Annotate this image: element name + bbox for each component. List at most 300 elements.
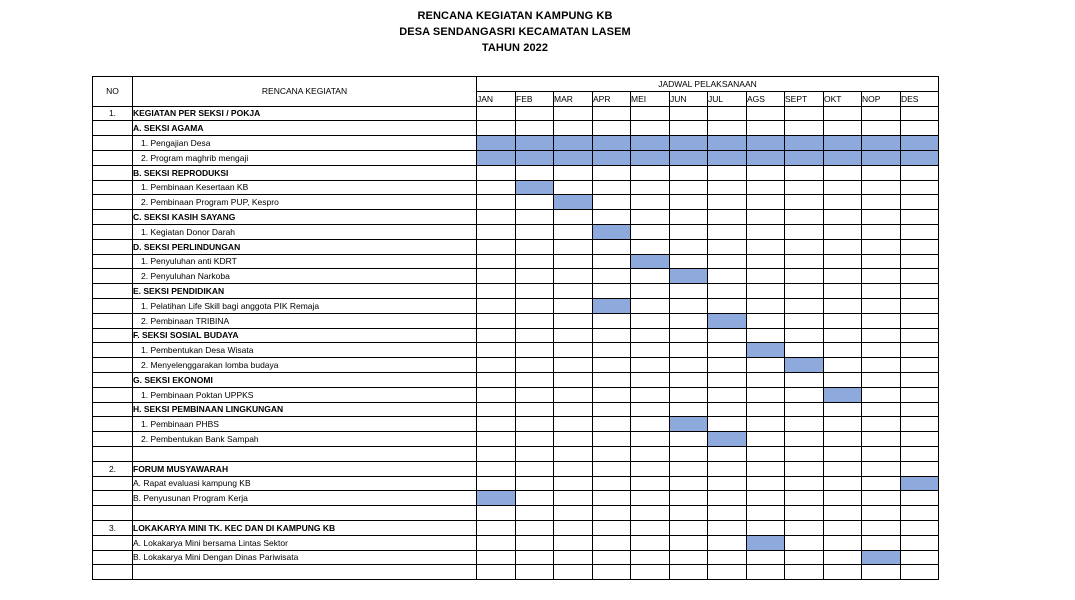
schedule-cell xyxy=(862,417,901,432)
schedule-cell-filled xyxy=(901,150,939,165)
schedule-cell xyxy=(862,195,901,210)
schedule-cell xyxy=(708,372,747,387)
schedule-cell xyxy=(708,239,747,254)
schedule-cell xyxy=(477,565,516,580)
schedule-cell xyxy=(862,535,901,550)
schedule-cell xyxy=(824,328,862,343)
schedule-cell xyxy=(708,446,747,461)
schedule-cell xyxy=(708,461,747,476)
schedule-cell xyxy=(785,328,824,343)
activity-label: 2. Pembentukan Bank Sampah xyxy=(133,432,477,447)
schedule-cell xyxy=(785,313,824,328)
schedule-cell xyxy=(785,446,824,461)
schedule-cell xyxy=(554,506,593,521)
schedule-cell xyxy=(554,106,593,121)
schedule-cell xyxy=(862,372,901,387)
schedule-cell xyxy=(554,313,593,328)
schedule-cell xyxy=(593,313,631,328)
title-line-1: RENCANA KEGIATAN KAMPUNG KB xyxy=(417,10,613,22)
schedule-cell xyxy=(747,446,785,461)
schedule-cell xyxy=(554,446,593,461)
schedule-cell xyxy=(747,195,785,210)
schedule-cell xyxy=(862,298,901,313)
schedule-cell-filled xyxy=(824,150,862,165)
table-row xyxy=(93,565,939,580)
table-row xyxy=(93,476,939,491)
schedule-cell-filled xyxy=(631,136,670,151)
month-header: OKT xyxy=(824,91,862,106)
schedule-cell xyxy=(824,550,862,565)
schedule-cell xyxy=(516,239,554,254)
schedule-cell xyxy=(901,387,939,402)
schedule-cell xyxy=(593,372,631,387)
schedule-cell xyxy=(477,535,516,550)
schedule-cell xyxy=(593,239,631,254)
schedule-cell xyxy=(593,254,631,269)
schedule-cell xyxy=(554,269,593,284)
schedule-cell xyxy=(901,520,939,535)
schedule-cell xyxy=(862,328,901,343)
schedule-cell xyxy=(824,506,862,521)
schedule-cell xyxy=(862,358,901,373)
schedule-cell xyxy=(708,121,747,136)
table-row xyxy=(93,520,939,535)
document-title-block xyxy=(0,8,1030,56)
title-line-2: DESA SENDANGASRI KECAMATAN LASEM xyxy=(399,26,631,38)
schedule-cell-filled xyxy=(670,136,708,151)
schedule-cell xyxy=(631,565,670,580)
schedule-cell xyxy=(670,535,708,550)
schedule-cell xyxy=(785,106,824,121)
table-row xyxy=(93,491,939,506)
schedule-cell xyxy=(631,461,670,476)
schedule-cell xyxy=(708,284,747,299)
schedule-cell xyxy=(477,387,516,402)
month-header: APR xyxy=(593,91,631,106)
schedule-cell xyxy=(477,224,516,239)
schedule-cell xyxy=(670,402,708,417)
schedule-cell-filled xyxy=(862,150,901,165)
activity-label xyxy=(133,506,477,521)
schedule-cell xyxy=(901,165,939,180)
activity-label xyxy=(133,446,477,461)
schedule-cell xyxy=(862,180,901,195)
schedule-cell xyxy=(516,535,554,550)
schedule-cell xyxy=(670,121,708,136)
schedule-cell xyxy=(516,402,554,417)
schedule-cell xyxy=(554,461,593,476)
schedule-cell xyxy=(747,387,785,402)
schedule-cell xyxy=(785,372,824,387)
schedule-cell xyxy=(901,284,939,299)
schedule-cell xyxy=(708,254,747,269)
schedule-cell-filled xyxy=(708,432,747,447)
schedule-cell xyxy=(670,387,708,402)
schedule-cell xyxy=(824,224,862,239)
schedule-cell xyxy=(631,269,670,284)
activity-label: 1. Pembentukan Desa Wisata xyxy=(133,343,477,358)
schedule-cell xyxy=(747,417,785,432)
month-header: NOP xyxy=(862,91,901,106)
schedule-cell xyxy=(477,165,516,180)
schedule-cell xyxy=(824,402,862,417)
month-header: AGS xyxy=(747,91,785,106)
schedule-cell xyxy=(593,328,631,343)
month-header: JUL xyxy=(708,91,747,106)
schedule-cell xyxy=(901,358,939,373)
schedule-cell xyxy=(747,254,785,269)
table-row xyxy=(93,535,939,550)
schedule-cell xyxy=(862,432,901,447)
schedule-cell xyxy=(477,269,516,284)
schedule-cell xyxy=(631,520,670,535)
schedule-cell xyxy=(631,239,670,254)
activity-label: 1. Pembinaan Kesertaan KB xyxy=(133,180,477,195)
schedule-cell xyxy=(901,506,939,521)
schedule-cell xyxy=(593,476,631,491)
schedule-cell xyxy=(708,165,747,180)
schedule-cell-filled xyxy=(708,136,747,151)
row-number xyxy=(93,491,133,506)
schedule-cell xyxy=(708,550,747,565)
schedule-cell xyxy=(516,446,554,461)
schedule-cell xyxy=(477,239,516,254)
schedule-cell xyxy=(516,224,554,239)
schedule-cell xyxy=(862,506,901,521)
schedule-cell xyxy=(901,210,939,225)
table-row xyxy=(93,343,939,358)
schedule-cell xyxy=(554,432,593,447)
schedule-cell xyxy=(631,387,670,402)
schedule-cell xyxy=(554,224,593,239)
schedule-cell xyxy=(631,195,670,210)
schedule-cell xyxy=(785,550,824,565)
schedule-cell xyxy=(670,239,708,254)
schedule-cell xyxy=(901,446,939,461)
schedule-cell-filled xyxy=(747,136,785,151)
month-header: MEI xyxy=(631,91,670,106)
schedule-cell xyxy=(477,520,516,535)
table-row xyxy=(93,150,939,165)
schedule-cell xyxy=(824,520,862,535)
schedule-cell xyxy=(554,358,593,373)
schedule-cell xyxy=(477,402,516,417)
schedule-cell xyxy=(901,106,939,121)
schedule-cell xyxy=(708,402,747,417)
schedule-cell xyxy=(862,106,901,121)
schedule-cell xyxy=(554,210,593,225)
schedule-cell xyxy=(477,372,516,387)
schedule-cell xyxy=(901,328,939,343)
schedule-cell xyxy=(516,417,554,432)
table-row xyxy=(93,417,939,432)
schedule-cell xyxy=(901,224,939,239)
table-row xyxy=(93,387,939,402)
schedule-cell xyxy=(670,313,708,328)
schedule-cell xyxy=(901,298,939,313)
activity-label: 2. Menyelenggarakan lomba budaya xyxy=(133,358,477,373)
schedule-cell xyxy=(477,328,516,343)
schedule-cell xyxy=(516,506,554,521)
schedule-cell xyxy=(631,165,670,180)
row-number xyxy=(93,358,133,373)
schedule-cell xyxy=(516,328,554,343)
table-row xyxy=(93,180,939,195)
table-row xyxy=(93,269,939,284)
schedule-cell xyxy=(670,461,708,476)
schedule-cell xyxy=(824,476,862,491)
table-row xyxy=(93,210,939,225)
table-row xyxy=(93,106,939,121)
activity-label: 1. Pelatihan Life Skill bagi anggota PIK Remaja xyxy=(133,298,477,313)
schedule-cell xyxy=(516,165,554,180)
schedule-cell xyxy=(824,491,862,506)
schedule-cell xyxy=(747,210,785,225)
schedule-cell xyxy=(516,254,554,269)
schedule-cell xyxy=(862,476,901,491)
row-number xyxy=(93,476,133,491)
schedule-cell xyxy=(862,224,901,239)
schedule-cell-filled xyxy=(747,150,785,165)
schedule-cell-filled xyxy=(554,150,593,165)
schedule-cell xyxy=(554,165,593,180)
activity-label: E. SEKSI PENDIDIKAN xyxy=(133,284,477,299)
schedule-cell xyxy=(554,491,593,506)
schedule-cell xyxy=(554,121,593,136)
schedule-cell xyxy=(516,210,554,225)
schedule-cell xyxy=(670,506,708,521)
activity-label: A. Rapat evaluasi kampung KB xyxy=(133,476,477,491)
schedule-cell xyxy=(554,550,593,565)
schedule-cell xyxy=(477,446,516,461)
schedule-cell xyxy=(785,165,824,180)
schedule-cell xyxy=(824,417,862,432)
activity-label: 2. Program maghrib mengaji xyxy=(133,150,477,165)
schedule-cell-filled xyxy=(554,195,593,210)
row-number xyxy=(93,417,133,432)
schedule-cell xyxy=(824,372,862,387)
row-number xyxy=(93,121,133,136)
schedule-cell xyxy=(785,402,824,417)
schedule-cell xyxy=(824,461,862,476)
schedule-cell xyxy=(824,284,862,299)
schedule-cell xyxy=(785,476,824,491)
schedule-cell xyxy=(593,195,631,210)
schedule-cell xyxy=(747,121,785,136)
activity-label: FORUM MUSYAWARAH xyxy=(133,461,477,476)
schedule-cell xyxy=(901,372,939,387)
schedule-cell xyxy=(747,284,785,299)
schedule-cell xyxy=(477,506,516,521)
schedule-cell xyxy=(593,269,631,284)
schedule-cell xyxy=(477,432,516,447)
schedule-cell-filled xyxy=(824,387,862,402)
schedule-cell xyxy=(708,476,747,491)
header-kegiatan: RENCANA KEGIATAN xyxy=(133,77,477,107)
row-number xyxy=(93,343,133,358)
schedule-cell xyxy=(747,565,785,580)
schedule-cell xyxy=(824,121,862,136)
schedule-cell xyxy=(708,417,747,432)
schedule-cell xyxy=(785,121,824,136)
schedule-cell xyxy=(477,476,516,491)
row-number xyxy=(93,432,133,447)
schedule-cell xyxy=(593,535,631,550)
schedule-cell xyxy=(631,402,670,417)
schedule-cell-filled xyxy=(670,150,708,165)
table-row xyxy=(93,446,939,461)
schedule-cell xyxy=(670,165,708,180)
schedule-cell xyxy=(708,298,747,313)
schedule-cell xyxy=(554,254,593,269)
schedule-cell xyxy=(747,328,785,343)
schedule-cell xyxy=(785,535,824,550)
schedule-cell xyxy=(708,210,747,225)
schedule-cell xyxy=(670,224,708,239)
schedule-cell xyxy=(593,210,631,225)
schedule-cell xyxy=(785,565,824,580)
schedule-cell xyxy=(747,313,785,328)
schedule-cell xyxy=(631,106,670,121)
schedule-cell xyxy=(862,461,901,476)
schedule-cell xyxy=(631,372,670,387)
schedule-cell xyxy=(824,106,862,121)
schedule-cell xyxy=(747,372,785,387)
schedule-cell xyxy=(670,372,708,387)
schedule-cell xyxy=(785,195,824,210)
schedule-cell-filled xyxy=(785,150,824,165)
schedule-cell xyxy=(631,358,670,373)
schedule-cell xyxy=(785,269,824,284)
schedule-cell xyxy=(862,210,901,225)
schedule-cell xyxy=(516,387,554,402)
schedule-cell xyxy=(708,269,747,284)
schedule-cell xyxy=(785,387,824,402)
schedule-cell xyxy=(631,476,670,491)
schedule-cell xyxy=(901,180,939,195)
row-number xyxy=(93,150,133,165)
row-number xyxy=(93,269,133,284)
schedule-cell xyxy=(901,402,939,417)
schedule-cell xyxy=(901,269,939,284)
schedule-cell xyxy=(631,535,670,550)
schedule-cell xyxy=(785,520,824,535)
row-number xyxy=(93,165,133,180)
schedule-cell xyxy=(593,432,631,447)
row-number xyxy=(93,372,133,387)
schedule-cell xyxy=(593,520,631,535)
schedule-cell-filled xyxy=(477,491,516,506)
row-number xyxy=(93,284,133,299)
row-number: 1. xyxy=(93,106,133,121)
schedule-cell-filled xyxy=(747,343,785,358)
schedule-cell xyxy=(670,358,708,373)
schedule-cell xyxy=(554,284,593,299)
schedule-cell xyxy=(631,121,670,136)
row-number xyxy=(93,535,133,550)
schedule-cell xyxy=(554,343,593,358)
schedule-cell xyxy=(631,491,670,506)
schedule-cell xyxy=(747,506,785,521)
schedule-cell xyxy=(516,372,554,387)
schedule-cell xyxy=(477,195,516,210)
schedule-cell xyxy=(747,476,785,491)
schedule-cell xyxy=(516,461,554,476)
header-jadwal: JADWAL PELAKSANAAN xyxy=(477,77,939,92)
schedule-cell xyxy=(824,313,862,328)
schedule-cell xyxy=(670,432,708,447)
table-row xyxy=(93,313,939,328)
schedule-cell xyxy=(593,491,631,506)
schedule-cell xyxy=(631,313,670,328)
schedule-cell xyxy=(824,298,862,313)
schedule-cell xyxy=(862,520,901,535)
schedule-cell xyxy=(477,461,516,476)
schedule-cell xyxy=(670,565,708,580)
schedule-cell-filled xyxy=(593,150,631,165)
row-number xyxy=(93,387,133,402)
row-number xyxy=(93,210,133,225)
row-number xyxy=(93,328,133,343)
schedule-cell xyxy=(516,520,554,535)
row-number xyxy=(93,313,133,328)
schedule-cell xyxy=(785,432,824,447)
schedule-cell xyxy=(785,298,824,313)
activity-label: A. SEKSI AGAMA xyxy=(133,121,477,136)
schedule-cell xyxy=(785,254,824,269)
schedule-cell xyxy=(785,506,824,521)
schedule-cell xyxy=(670,491,708,506)
schedule-cell-filled xyxy=(785,136,824,151)
activity-label: C. SEKSI KASIH SAYANG xyxy=(133,210,477,225)
table-row xyxy=(93,298,939,313)
activity-label: G. SEKSI EKONOMI xyxy=(133,372,477,387)
activity-label: 1. Pembinaan PHBS xyxy=(133,417,477,432)
schedule-cell xyxy=(554,476,593,491)
schedule-cell-filled xyxy=(516,150,554,165)
schedule-cell-filled xyxy=(631,254,670,269)
schedule-cell xyxy=(516,195,554,210)
row-number xyxy=(93,446,133,461)
schedule-cell xyxy=(554,239,593,254)
schedule-cell-filled xyxy=(670,269,708,284)
table-row xyxy=(93,195,939,210)
schedule-cell-filled xyxy=(862,550,901,565)
schedule-cell xyxy=(785,491,824,506)
activity-label: 2. Penyuluhan Narkoba xyxy=(133,269,477,284)
schedule-cell xyxy=(862,491,901,506)
schedule-cell xyxy=(477,106,516,121)
activity-label: 1. Penyuluhan anti KDRT xyxy=(133,254,477,269)
schedule-cell-filled xyxy=(670,417,708,432)
schedule-cell xyxy=(708,506,747,521)
schedule-cell xyxy=(631,550,670,565)
schedule-cell xyxy=(708,358,747,373)
schedule-cell xyxy=(708,565,747,580)
schedule-cell xyxy=(747,358,785,373)
schedule-cell-filled xyxy=(477,150,516,165)
row-number xyxy=(93,565,133,580)
month-header: JAN xyxy=(477,91,516,106)
schedule-cell xyxy=(708,195,747,210)
schedule-cell xyxy=(670,284,708,299)
activity-label: KEGIATAN PER SEKSI / POKJA xyxy=(133,106,477,121)
schedule-cell xyxy=(901,461,939,476)
schedule-cell xyxy=(670,210,708,225)
table-row xyxy=(93,402,939,417)
schedule-cell xyxy=(554,535,593,550)
schedule-cell xyxy=(593,565,631,580)
